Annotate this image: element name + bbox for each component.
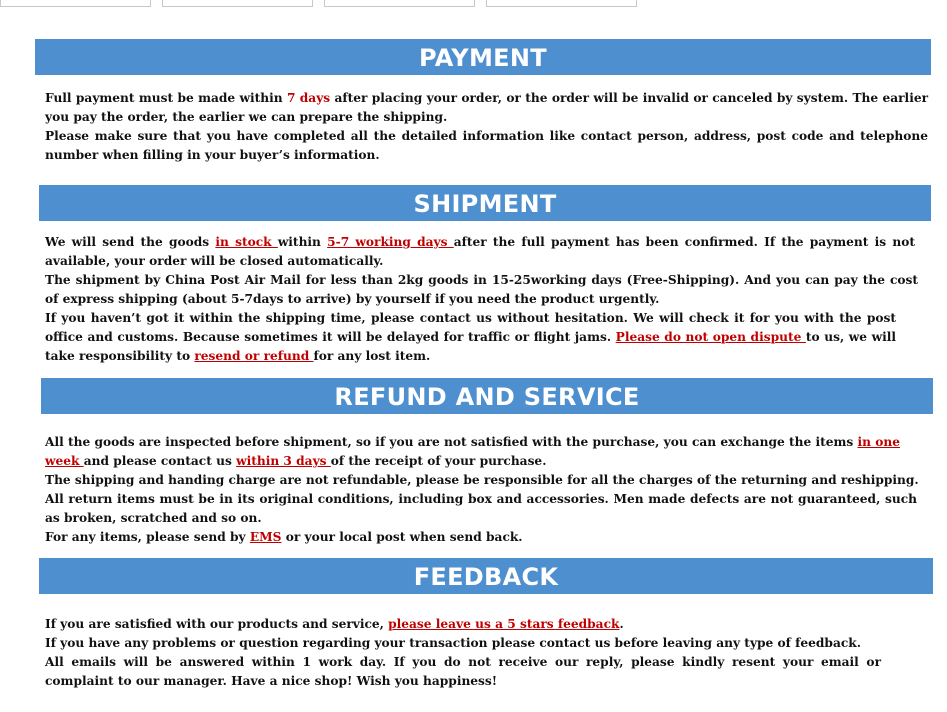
shipment-paragraph-3 (45, 309, 896, 366)
refund-p1-text-end: of the receipt of your purchase. (330, 454, 547, 468)
feedback-p1-text: If you are satisfied with our products and service, (45, 617, 389, 631)
refund-banner: REFUND AND SERVICE (41, 378, 933, 414)
refund-paragraph-1 (45, 433, 900, 471)
refund-days-link[interactable]: within 3 days (236, 454, 331, 468)
payment-p1-text: Full payment must be made within (45, 91, 287, 105)
feedback-paragraph-1 (45, 615, 925, 634)
top-tab-strip (0, 0, 947, 8)
top-tab-3[interactable] (324, 0, 475, 7)
refund-p1-text-mid: and please contact us (83, 454, 237, 468)
refund-paragraph-3: All return items must be in its original conditions, including box and accessories. Men made defects are not guaranteed, such as broken, scratched and so on. (45, 492, 917, 525)
refund-week-link[interactable]: in one week (45, 435, 900, 468)
shipment-paragraph-2: The shipment by China Post Air Mail for less than 2kg goods in 15-25working days (Free-Shipping). And you can pay the cost of express shipping (about 5-7days to arrive) by yourself if you need the product urgently. (45, 273, 918, 306)
feedback-paragraph-2: If you have any problems or question regarding your transaction please contact us before leaving any type of feedback. (45, 636, 861, 650)
shipment-p1-within: within (277, 235, 328, 249)
shipment-dispute-link[interactable]: Please do not open dispute (615, 330, 806, 344)
refund-p1-text: All the goods are inspected before shipment, so if you are not satisfied with the purchase, you can exchange the items (45, 435, 858, 449)
feedback-p1-text-end: . (619, 617, 624, 631)
refund-ems-link[interactable]: EMS (249, 530, 282, 544)
payment-paragraph-1 (45, 89, 928, 127)
payment-banner: PAYMENT (35, 39, 931, 75)
top-tab-1[interactable] (0, 0, 151, 7)
refund-paragraph-4 (45, 528, 925, 547)
feedback-paragraph-3: All emails will be answered within 1 work day. If you do not receive our reply, please kindly resent your email or complaint to our manager. Have a nice shop! Wish you happiness! (45, 655, 881, 688)
shipment-p3-text-mid: to us, we will take responsibility to (45, 330, 896, 363)
refund-p4-text-end: or your local post when send back. (281, 530, 523, 544)
payment-p1-text-end: after placing your order, or the order will be invalid or canceled by system. The earlier you pay the order, the earlier we can prepare the shipping. (45, 91, 928, 124)
top-tab-2[interactable] (162, 0, 313, 7)
shipment-p1-text-end: after the full payment has been confirmed. If the payment is not available, your order will be closed automatically. (45, 235, 915, 268)
shipment-instock-link[interactable]: in stock (215, 235, 278, 249)
shipment-p3-text-end: for any lost item. (313, 349, 431, 363)
shipment-resend-link[interactable]: resend or refund (194, 349, 314, 363)
shipment-paragraph-1 (45, 233, 915, 271)
refund-p4-text: For any items, please send by (45, 530, 250, 544)
top-tab-4[interactable] (486, 0, 637, 7)
refund-paragraph-2: The shipping and handing charge are not refundable, please be responsible for all the charges of the returning and reshipping. (45, 473, 919, 487)
shipment-days-link[interactable]: 5-7 working days (327, 235, 454, 249)
shipment-p1-text: We will send the goods (45, 235, 216, 249)
shipment-banner: SHIPMENT (39, 185, 931, 221)
payment-days-highlight: 7 days (286, 91, 331, 105)
feedback-stars-link[interactable]: please leave us a 5 stars feedback (388, 617, 620, 631)
shipment-p3-text: If you haven’t got it within the shipping time, please contact us without hesitation. We will check it for you with the post office and customs. Because sometimes it will be delayed for traffic or flight jams. (45, 311, 896, 344)
feedback-banner: FEEDBACK (39, 558, 933, 594)
payment-paragraph-2: Please make sure that you have completed all the detailed information like contact person, address, post code and telephone number when filling in your buyer’s information. (45, 129, 928, 162)
